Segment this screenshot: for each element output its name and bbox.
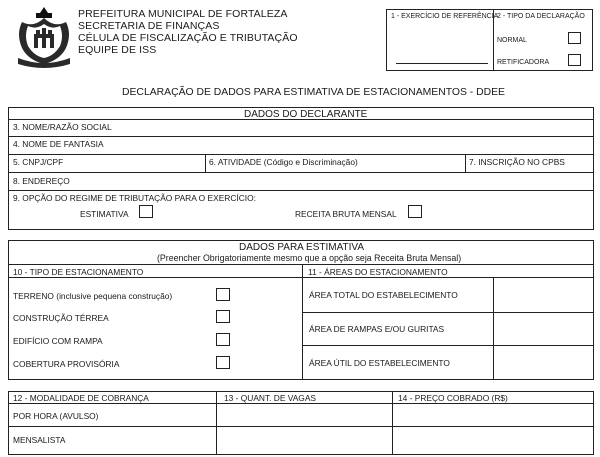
estimativa-checkbox[interactable] — [139, 205, 153, 218]
construcao-label: CONSTRUÇÃO TÉRREA — [13, 313, 109, 323]
estimativa-subheading: (Preencher Obrigatoriamente mesmo que a opção seja Receita Bruta Mensal) — [157, 253, 462, 263]
normal-checkbox[interactable] — [568, 32, 581, 44]
nome-fantasia-label[interactable]: 4. NOME DE FANTASIA — [13, 139, 104, 149]
receita-checkbox[interactable] — [408, 205, 422, 218]
mensalista-preco-field[interactable] — [393, 427, 593, 454]
terreno-checkbox[interactable] — [216, 288, 230, 301]
area-util-label: ÁREA ÚTIL DO ESTABELECIMENTO — [309, 358, 450, 368]
page-title: DECLARAÇÃO DE DADOS PARA ESTIMATIVA DE ESTACIONAMENTOS - DDEE — [122, 87, 505, 98]
atividade-label[interactable]: 6. ATIVIDADE (Código e Discriminação) — [209, 157, 358, 167]
area-rampas-label: ÁREA DE RAMPAS E/OU GURITAS — [309, 324, 445, 334]
area-total-label: ÁREA TOTAL DO ESTABELECIMENTO — [309, 290, 458, 300]
inscricao-label[interactable]: 7. INSCRIÇÃO NO CPBS — [469, 157, 565, 167]
area-util-field[interactable] — [494, 346, 593, 379]
declarante-heading: DADOS DO DECLARANTE — [244, 109, 368, 120]
areas-heading: 11 - ÁREAS DO ESTACIONAMENTO — [308, 267, 448, 277]
retificadora-checkbox[interactable] — [568, 54, 581, 66]
area-rampas-field[interactable] — [494, 313, 593, 344]
terreno-label: TERRENO (inclusive pequena construção) — [13, 291, 173, 301]
opcao-label: 9. OPÇÃO DO REGIME DE TRIBUTAÇÃO PARA O EXERCÍCIO: — [13, 193, 256, 203]
construcao-checkbox[interactable] — [216, 310, 230, 323]
normal-label: NORMAL — [497, 37, 527, 44]
mensalista-label: MENSALISTA — [13, 435, 66, 445]
edificio-checkbox[interactable] — [216, 333, 230, 346]
header-line-2: SECRETARIA DE FINANÇAS — [78, 20, 220, 32]
cobertura-label: COBERTURA PROVISÓRIA — [13, 359, 120, 369]
preco-heading: 14 - PREÇO COBRADO (R$) — [398, 393, 508, 403]
mensalista-vagas-field[interactable] — [217, 427, 391, 454]
exercicio-input-line[interactable] — [396, 63, 488, 64]
retificadora-label: RETIFICADORA — [497, 59, 550, 66]
receita-option-label: RECEITA BRUTA MENSAL — [295, 209, 397, 219]
coat-of-arms-logo — [14, 4, 74, 70]
edificio-label: EDIFÍCIO COM RAMPA — [13, 336, 103, 346]
por-hora-preco-field[interactable] — [393, 404, 593, 425]
cnpj-label[interactable]: 5. CNPJ/CPF — [13, 157, 64, 167]
header-line-1: PREFEITURA MUNICIPAL DE FORTALEZA — [78, 8, 288, 20]
nome-razao-label[interactable]: 3. NOME/RAZÃO SOCIAL — [13, 122, 112, 132]
por-hora-vagas-field[interactable] — [217, 404, 391, 425]
estimativa-option-label: ESTIMATIVA — [80, 209, 129, 219]
tipo-label: 2 - TIPO DA DECLARAÇÃO — [497, 13, 585, 20]
modalidade-heading: 12 - MODALIDADE DE COBRANÇA — [13, 393, 149, 403]
cobertura-checkbox[interactable] — [216, 356, 230, 369]
estimativa-heading: DADOS PARA ESTIMATIVA — [239, 242, 365, 253]
por-hora-label: POR HORA (AVULSO) — [13, 411, 99, 421]
header-line-4: EQUIPE DE ISS — [78, 44, 157, 56]
area-total-field[interactable] — [494, 278, 593, 311]
endereco-label[interactable]: 8. ENDEREÇO — [13, 176, 70, 186]
header-line-3: CÉLULA DE FISCALIZAÇÃO E TRIBUTAÇÃO — [78, 32, 298, 44]
tipo-estacionamento-heading: 10 - TIPO DE ESTACIONAMENTO — [13, 267, 144, 277]
vagas-heading: 13 - QUANT. DE VAGAS — [224, 393, 316, 403]
exercicio-label: 1 - EXERCÍCIO DE REFERÊNCIA — [391, 13, 499, 20]
